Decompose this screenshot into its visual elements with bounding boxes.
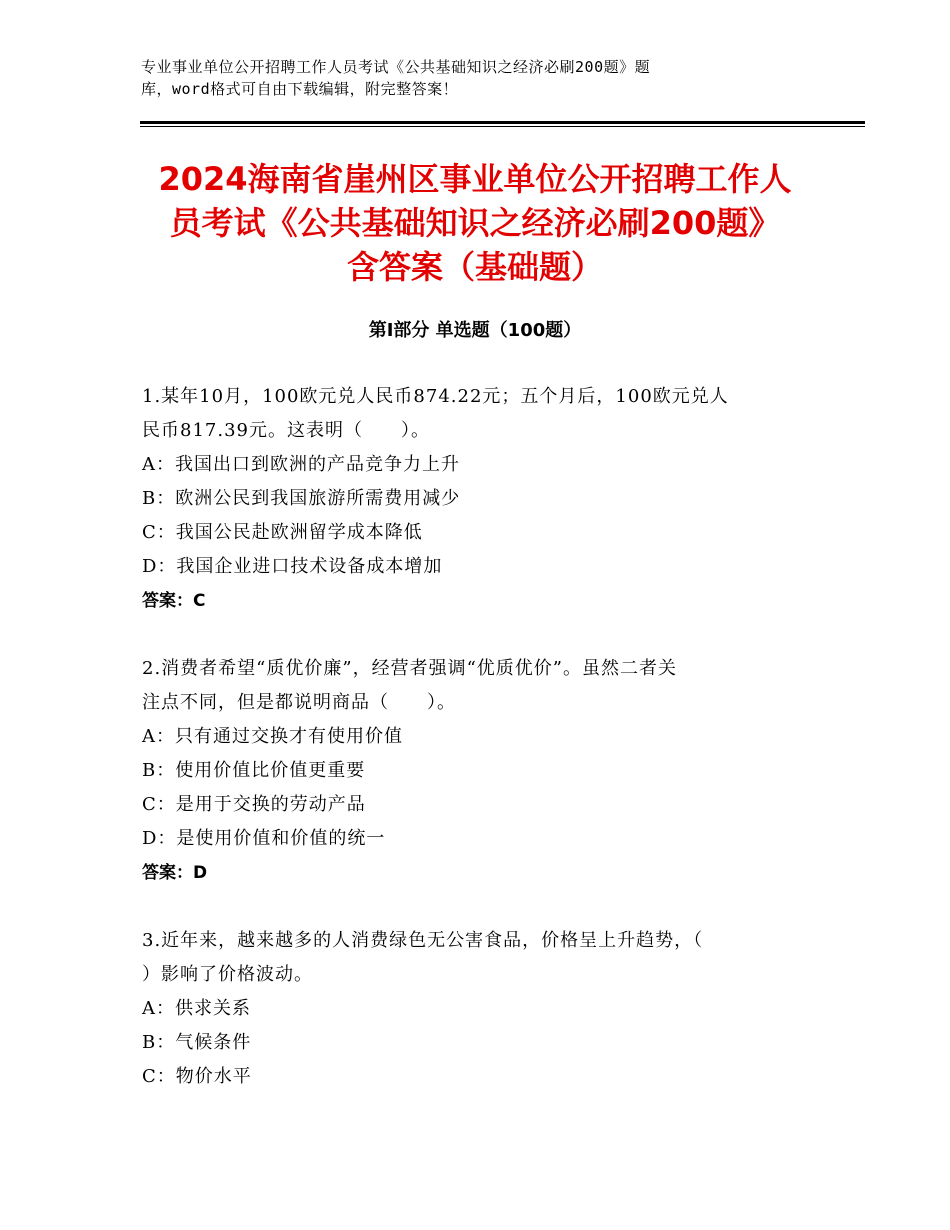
question-list <box>142 380 807 1128</box>
option-d: D：是使用价值和价值的统一 <box>142 828 386 849</box>
header-divider-thin <box>140 126 865 127</box>
option-d: D：我国企业进口技术设备成本增加 <box>142 556 443 577</box>
answer: 答案：D <box>142 863 208 883</box>
title-line-1: 2024海南省崖州区事业单位公开招聘工作人 <box>158 160 792 198</box>
option-c: C：我国公民赴欧洲留学成本降低 <box>142 522 423 543</box>
option-a: A：我国出口到欧洲的产品竞争力上升 <box>142 454 460 475</box>
header-line-2: 库，word格式可自由下载编辑，附完整答案！ <box>141 80 459 98</box>
question-3 <box>142 924 807 1094</box>
question-1 <box>142 380 807 618</box>
answer: 答案：C <box>142 591 206 611</box>
option-b: B：欧洲公民到我国旅游所需费用减少 <box>142 488 461 509</box>
option-a: A：供求关系 <box>142 998 251 1019</box>
document-title <box>120 157 830 289</box>
page-header <box>141 56 841 100</box>
question-stem: 2.消费者希望“质优价廉”，经营者强调“优质优价”。虽然二者关 <box>142 658 677 679</box>
question-stem-cont: ）影响了价格波动。 <box>142 964 313 985</box>
title-line-2: 员考试《公共基础知识之经济必刷200题》 <box>169 204 781 242</box>
option-c: C：物价水平 <box>142 1066 252 1087</box>
option-b: B：使用价值比价值更重要 <box>142 760 366 781</box>
title-line-3: 含答案（基础题） <box>346 248 603 286</box>
question-stem: 3.近年来，越来越多的人消费绿色无公害食品，价格呈上升趋势，（ <box>142 930 704 951</box>
question-stem-cont: 注点不同，但是都说明商品（ ）。 <box>142 692 456 713</box>
header-divider-thick <box>140 121 865 124</box>
header-line-1: 专业事业单位公开招聘工作人员考试《公共基础知识之经济必刷200题》题 <box>141 58 651 76</box>
option-c: C：是用于交换的劳动产品 <box>142 794 366 815</box>
option-a: A：只有通过交换才有使用价值 <box>142 726 403 747</box>
section-heading: 第Ⅰ部分 单选题（100题） <box>368 320 582 341</box>
question-2 <box>142 652 807 890</box>
option-b: B：气候条件 <box>142 1032 252 1053</box>
question-stem-cont: 民币817.39元。这表明（ ）。 <box>142 420 430 441</box>
question-stem: 1.某年10月，100欧元兑人民币874.22元；五个月后，100欧元兑人 <box>142 386 729 407</box>
